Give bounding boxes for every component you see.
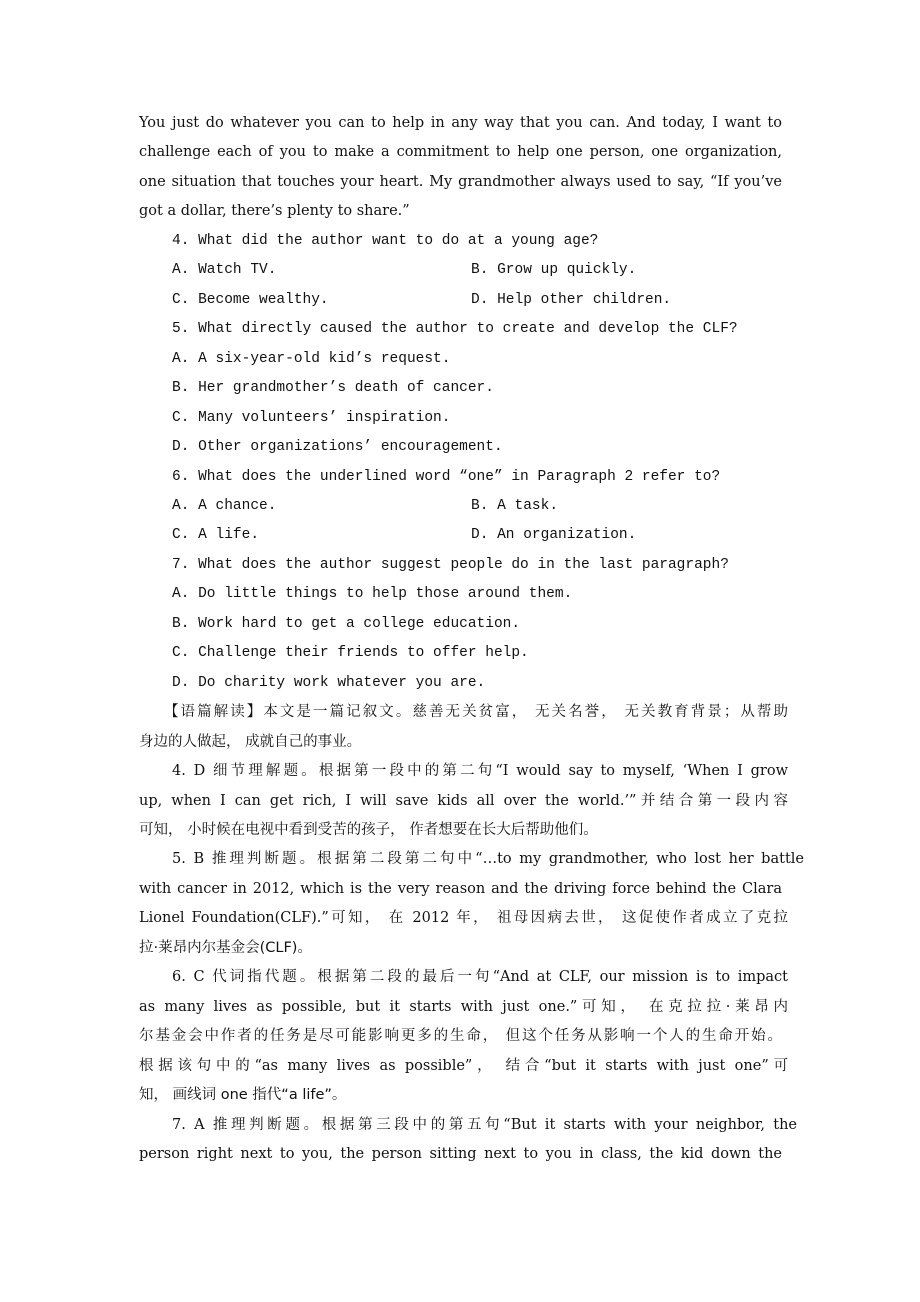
option-5d: D. Other organizations’ encouragement. [172,439,503,455]
option-6a: A. A chance. [172,498,277,514]
option-7c: C. Challenge their friends to offer help. [172,645,529,661]
option-6d: D. An organization. [471,527,637,543]
option-5c: C. Many volunteers’ inspiration. [172,410,451,426]
passage-line: got a dollar, there’s plenty to share.” [139,203,410,219]
option-6c: C. A life. [172,527,260,543]
passage-line: You just do whatever you can to help in any way that you can. And today, I want to [139,115,782,131]
question-stem-5: 5. What directly caused the author to create and develop the CLF? [172,321,738,337]
option-7d: D. Do charity work whatever you are. [172,675,486,691]
answer-5-line: with cancer in 2012, which is the very reason and the driving force behind the Clara [139,881,782,897]
answer-7-line: person right next to you, the person sitting next to you in class, the kid down the [139,1146,782,1162]
answer-5-line: 5. B 推理判断题。根据第二段第二句中“…to my grandmother, who lost her battle [172,851,804,867]
answer-6-line: 根据该句中的“as many lives as possible”， 结合“but it starts with just one”可 [139,1058,788,1074]
question-stem-7: 7. What does the author suggest people do in the last paragraph? [172,557,729,573]
answer-6-line: 尔基金会中作者的任务是尽可能影响更多的生命， 但这个任务从影响一个人的生命开始。 [139,1028,782,1044]
answer-6-line: as many lives as possible, but it starts with just one.”可知， 在克拉拉·莱昂内 [139,999,788,1015]
option-7a: A. Do little things to help those around them. [172,586,573,602]
option-6b: B. A task. [471,498,559,514]
passage-line: one situation that touches your heart. My grandmother always used to say, “If you’ve [139,174,782,190]
answer-6-line: 知， 画线词 one 指代“a life”。 [139,1087,347,1103]
option-4d: D. Help other children. [471,292,672,308]
option-7b: B. Work hard to get a college education. [172,616,521,632]
option-4b: B. Grow up quickly. [471,262,637,278]
option-4a: A. Watch TV. [172,262,277,278]
answer-4-line: 4. D 细节理解题。根据第一段中的第二句“I would say to myself, ‘When I grow [172,763,788,779]
answer-4-line: 可知， 小时候在电视中看到受苦的孩子， 作者想要在长大后帮助他们。 [139,822,598,838]
passage-line: challenge each of you to make a commitment to help one person, one organization, [139,144,782,160]
answer-5-line: 拉·莱昂内尔基金会(CLF)。 [139,940,312,956]
answer-5-line: Lionel Foundation(CLF).”可知， 在 2012 年， 祖母因病去世， 这促使作者成立了克拉 [139,910,788,926]
option-5b: B. Her grandmother’s death of cancer. [172,380,494,396]
question-stem-6: 6. What does the underlined word “one” in Paragraph 2 refer to? [172,469,721,485]
option-4c: C. Become wealthy. [172,292,329,308]
analysis-summary-line: 【语篇解读】本文是一篇记叙文。慈善无关贫富， 无关名誉， 无关教育背景；从帮助 [164,704,788,720]
question-stem-4: 4. What did the author want to do at a young age? [172,233,599,249]
answer-4-line: up, when I can get rich, I will save kids all over the world.’”并结合第一段内容 [139,793,788,809]
answer-6-line: 6. C 代词指代题。根据第二段的最后一句“And at CLF, our mission is to impact [172,969,788,985]
option-5a: A. A six-year-old kid’s request. [172,351,451,367]
analysis-summary-line: 身边的人做起， 成就自己的事业。 [139,734,362,750]
answer-7-line: 7. A 推理判断题。根据第三段中的第五句“But it starts with your neighbor, the [172,1117,797,1133]
